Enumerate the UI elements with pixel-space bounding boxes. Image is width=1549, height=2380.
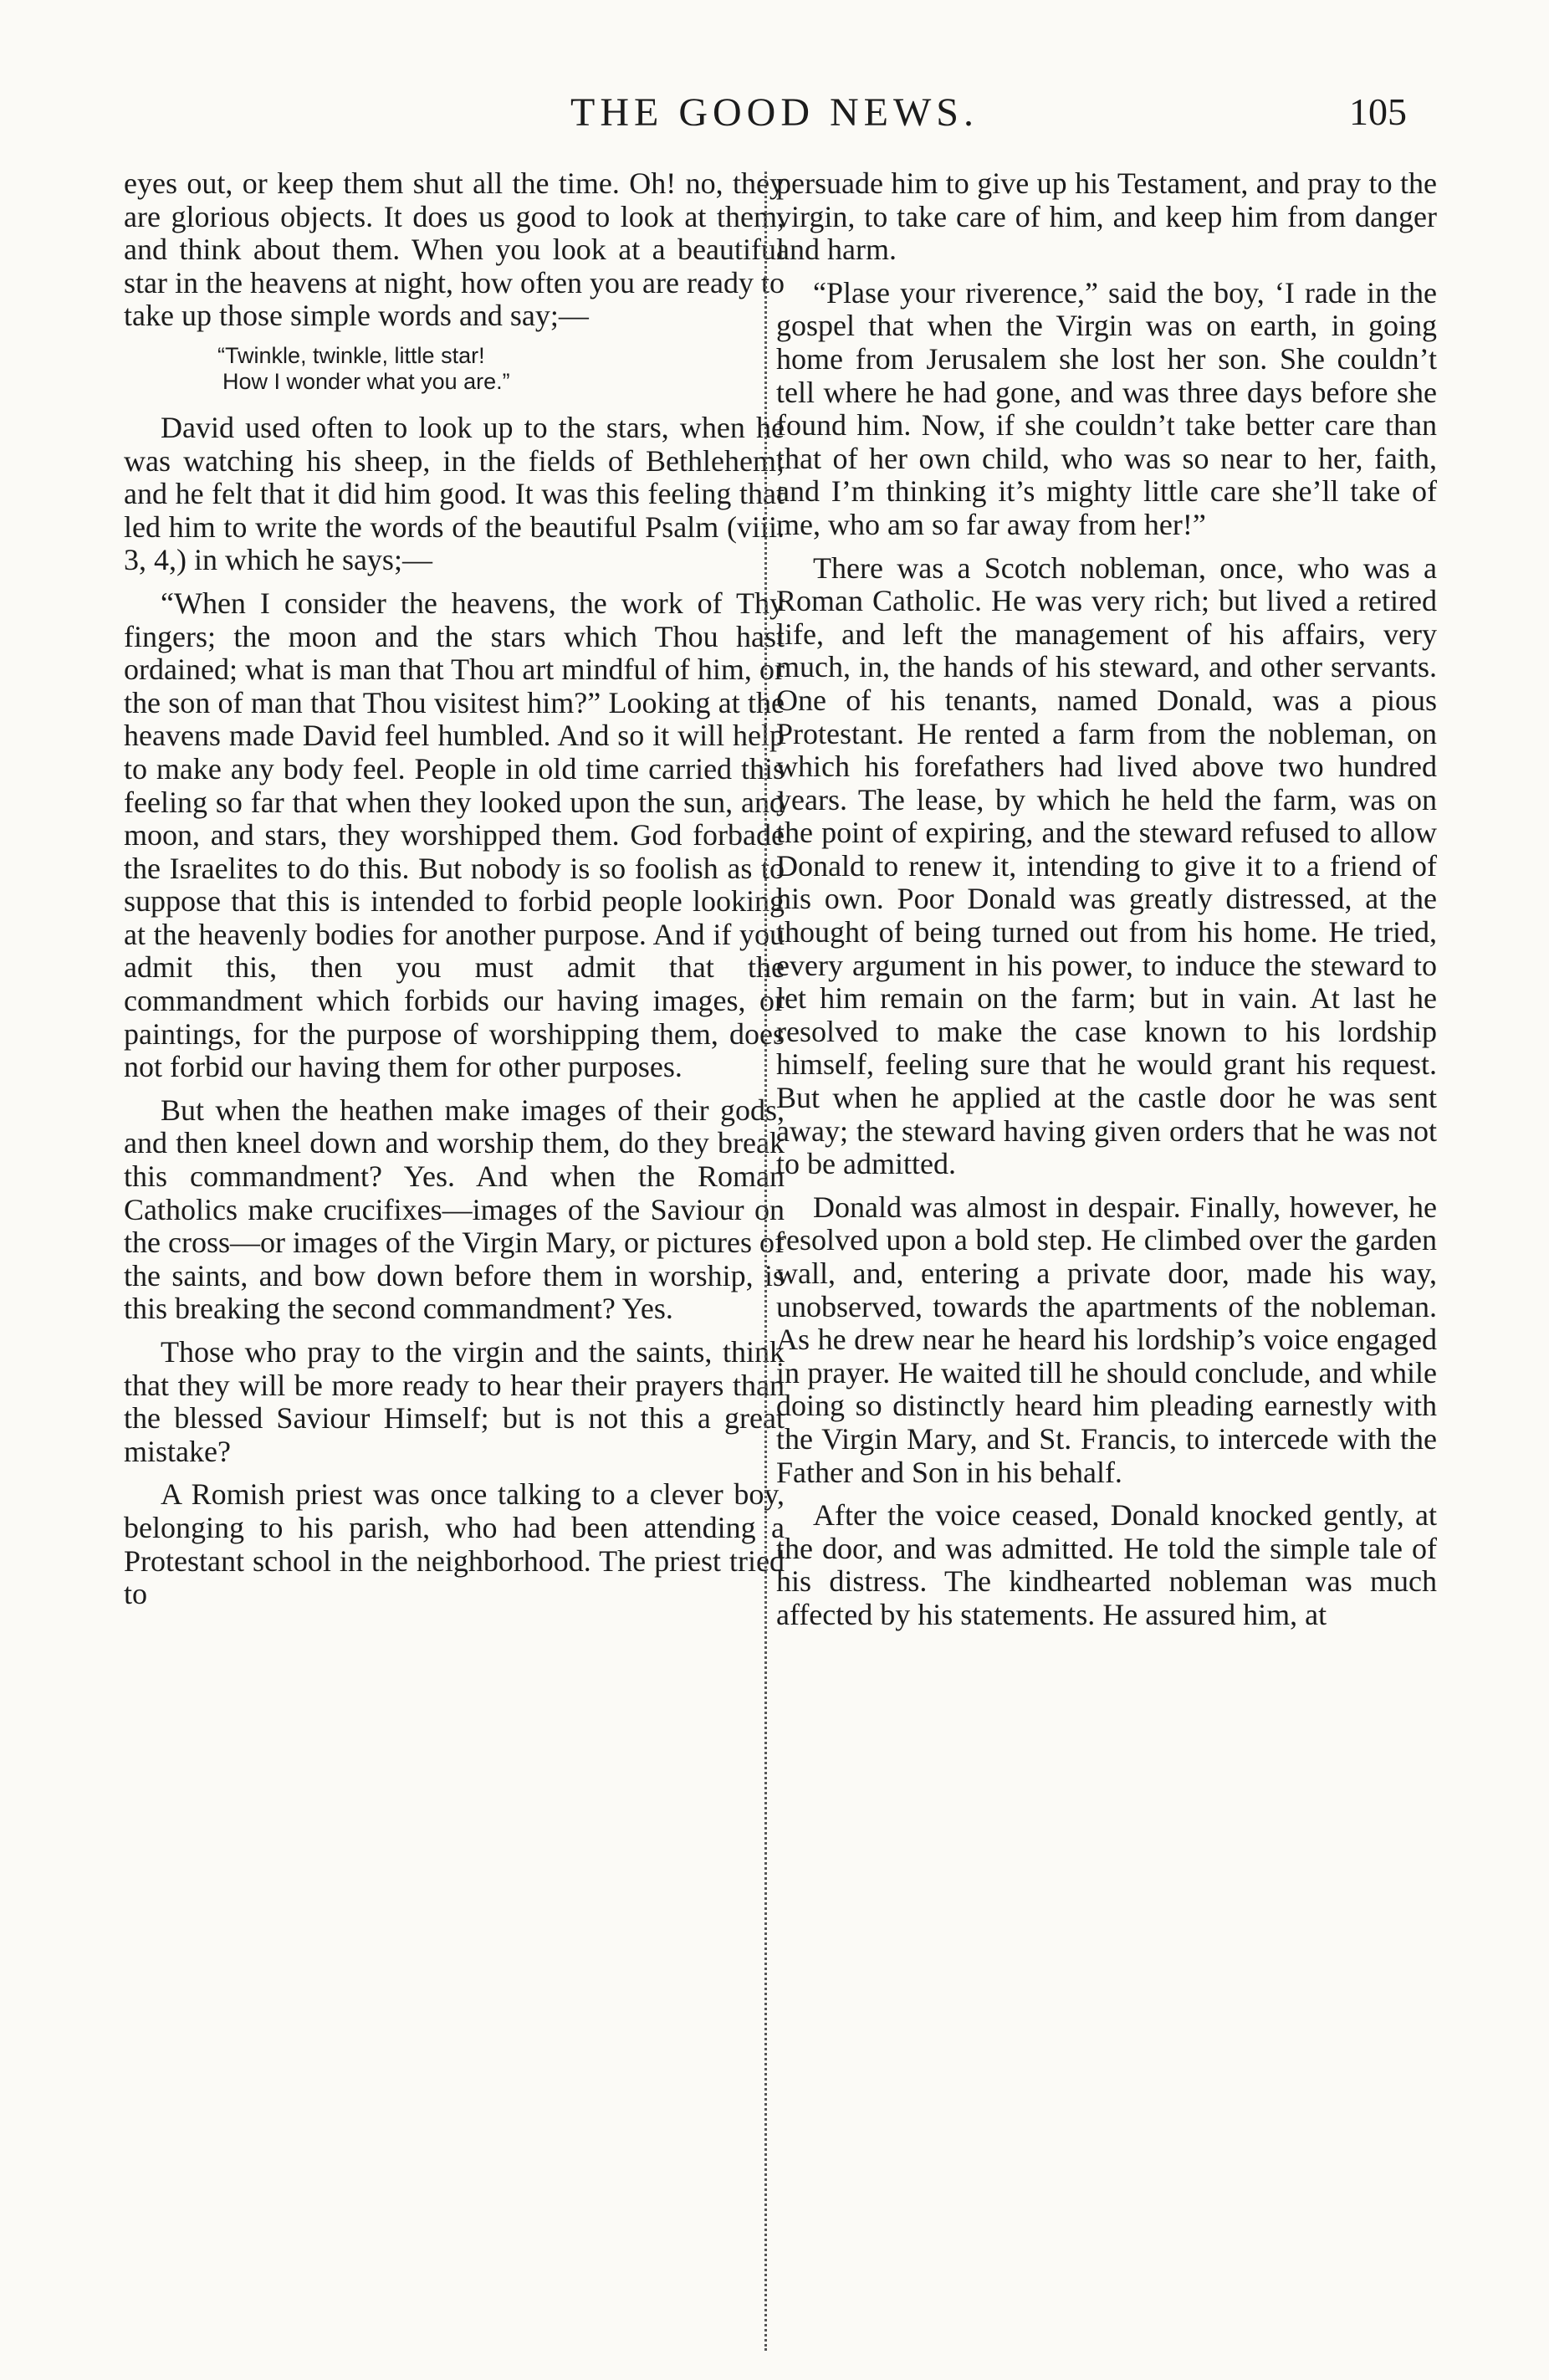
paragraph: “Plase your riverence,” said the boy, ‘I rade in the gospel that when the Virgin was on earth, in going home from Jerusalem she lost her son. She couldn’t tell where he had gone, and was three days before she found him. Now, if she couldn’t take better care than that of her own child, who was so near to her, faith, and I’m thinking it’s mighty little care she’ll take of me, who am so far away from her!” xyxy=(776,275,1437,541)
paragraph: eyes out, or keep them shut all the time. Oh! no, they are glorious objects. It does us good to look at them, and think about them. When you look at a beautiful star in the heavens at night, how often you are ready to take up those simple words and say;— xyxy=(124,166,785,333)
right-column xyxy=(776,167,1437,1642)
page-header xyxy=(117,79,1432,146)
verse-line: “Twinkle, twinkle, little star! xyxy=(217,342,485,368)
running-title: THE GOOD NEWS. xyxy=(570,90,979,135)
column-divider xyxy=(764,171,767,2351)
paragraph: Donald was almost in despair. Finally, however, he resolved upon a bold step. He climbed over the garden wall, and, entering a private door, made his way, unobserved, towards the apartments of the nobleman. As he drew near he heard his lordship’s voice engaged in prayer. He waited till he should conclude, and while doing so distinctly heard him pleading earnestly with the Virgin Mary, and St. Francis, to intercede with the Father and Son in his behalf. xyxy=(776,1190,1437,1489)
page-number: 105 xyxy=(1349,90,1407,133)
paragraph: A Romish priest was once talking to a clever boy, belonging to his parish, who had been attending a Protestant school in the neighborhood. The priest tried to xyxy=(124,1477,785,1611)
verse-quote xyxy=(124,343,785,395)
paragraph: David used often to look up to the stars, when he was watching his sheep, in the fields of Bethlehem; and he felt that it did him good. It was this feeling that led him to write the words of the beautiful Psalm (viii. 3, 4,) in which he says;— xyxy=(124,410,785,577)
paragraph: Those who pray to the virgin and the saints, think that they will be more ready to hear their prayers than the blessed Saviour Himself; but is not this a great mistake? xyxy=(124,1335,785,1468)
paragraph: But when the heathen make images of their gods, and then kneel down and worship them, do they break this commandment? Yes. And when the Roman Catholics make crucifixes—images of the Saviour on the cross—or images of the Virgin Mary, or pictures of the saints, and bow down before them in worship, is this breaking the second commandment? Yes. xyxy=(124,1093,785,1326)
verse-line: How I wonder what you are.” xyxy=(222,368,510,394)
paragraph: There was a Scotch nobleman, once, who was a Roman Catholic. He was very rich; but lived a retired life, and left the management of his affairs, very much, in, the hands of his steward, and other servants. One of his tenants, named Donald, was a pious Protestant. He rented a farm from the nobleman, on which his forefathers had lived above two hundred years. The lease, by which he held the farm, was on the point of expiring, and the steward refused to allow Donald to renew it, intending to give it to a friend of his own. Poor Donald was greatly distressed, at the thought of being turned out from his home. He tried, every argument in his power, to induce the steward to let him remain on the farm; but in vain. At last he resolved to make the case known to his lordship himself, feeling sure that he would grant his request. But when he applied at the castle door he was sent away; the steward having given orders that he was not to be admitted. xyxy=(776,550,1437,1181)
paragraph: “When I consider the heavens, the work of Thy fingers; the moon and the stars which Thou hast ordained; what is man that Thou art mindful of him, or the son of man that Thou visitest him?” Looking at the heavens made David feel humbled. And so it will help to make any body feel. People in old time carried this feeling so far that when they looked upon the sun, and moon, and stars, they worshipped them. God forbade the Israelites to do this. But nobody is so foolish as to suppose that this is intended to forbid people looking at the heavenly bodies for another purpose. And if you admit this, then you must admit that the commandment which forbids our having images, or paintings, for the purpose of worshipping them, does not forbid our having them for other purposes. xyxy=(124,586,785,1084)
paragraph: persuade him to give up his Testament, and pray to the virgin, to take care of him, and keep him from danger and harm. xyxy=(776,166,1437,267)
left-column xyxy=(124,167,785,1621)
paragraph: After the voice ceased, Donald knocked gently, at the door, and was admitted. He told the simple tale of his distress. The kindhearted nobleman was much affected by his statements. He assured him, at xyxy=(776,1498,1437,1631)
